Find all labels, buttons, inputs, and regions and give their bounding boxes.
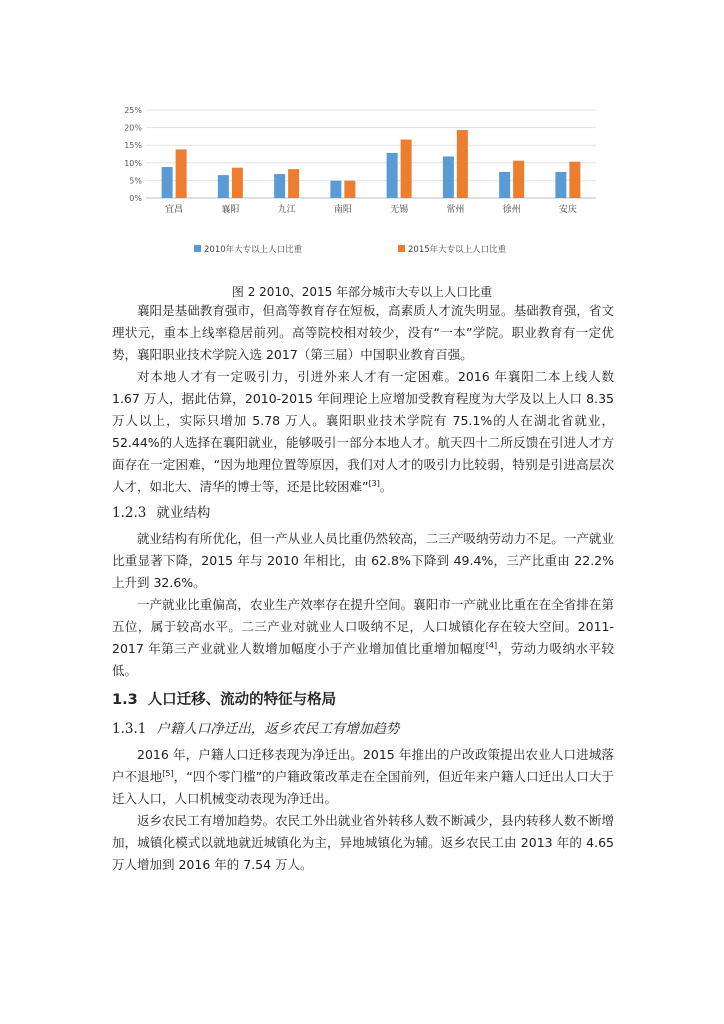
y-tick-label: 0% — [129, 194, 142, 203]
paragraph-primary-sector-tail: ，劳动力吸纳水平较低。 — [112, 641, 614, 678]
x-tick-label: 常州 — [446, 205, 465, 215]
y-tick-label: 10% — [124, 158, 142, 168]
heading-number: 1.3 — [112, 692, 138, 708]
chart-svg — [120, 98, 600, 270]
bar-2015 — [288, 169, 299, 198]
reference-3: [3] — [368, 478, 380, 488]
reference-5: [5] — [162, 768, 174, 778]
paragraph-migration — [112, 744, 614, 810]
bar-2010 — [218, 175, 229, 198]
paragraph-primary-sector — [112, 594, 614, 682]
x-tick-label: 襄阳 — [221, 205, 240, 215]
bar-2015 — [344, 181, 355, 198]
bar-2015 — [176, 149, 187, 198]
bar-2010 — [330, 181, 341, 198]
legend-swatch — [398, 245, 405, 252]
heading-1-3 — [112, 686, 614, 714]
paragraph-education: 襄阳是基础教育强市，但高等教育存在短板，高素质人才流失明显。基础教育强，省文理状元，重本上线率稳居前列。高等院校相对较少，没有“一本”学院。职业教育有一定优势，襄阳职业技术学院入选 2017（第三届）中国职业教育百强。 — [112, 303, 614, 362]
bar-2010 — [274, 174, 285, 198]
heading-number: 1.3.1 — [112, 721, 147, 737]
paragraph-talent-tail: 。 — [379, 479, 393, 494]
paragraph-primary-sector-text: 一产就业比重偏高，农业生产效率存在提升空间。襄阳市一产就业比重在在全省排在第五位，属于较高水平。二三产业对就业人口吸纳不足，人口城镇化存在较大空间。2011-2017 年第三产业就业人数增加幅度小于产业增加值比重增加幅度 — [112, 597, 614, 656]
y-tick-label: 20% — [124, 123, 142, 133]
figure-caption: 图 2 2010、2015 年部分城市大专以上人口比重 — [231, 285, 493, 299]
paragraph-talent — [112, 366, 614, 498]
bar-2010 — [387, 153, 398, 198]
bar-chart — [120, 98, 600, 270]
bar-2010 — [162, 167, 173, 198]
x-tick-label: 无锡 — [390, 205, 409, 215]
bar-2015 — [513, 161, 524, 198]
bar-2010 — [443, 156, 454, 198]
heading-title: 人口迁移、流动的特征与格局 — [147, 692, 337, 708]
legend-swatch — [194, 245, 201, 252]
legend-label: 2015年大专以上人口比重 — [408, 245, 507, 255]
paragraph-returning-workers: 返乡农民工有增加趋势。农民工外出就业省外转移人数不断减少，县内转移人数不断增加，城镇化模式以就地就近城镇化为主，异地城镇化为辅。返乡农民工由 2013 年的 4.65 万人增加到 2016 年的 7.54 万人。 — [112, 813, 614, 872]
bar-2015 — [232, 168, 243, 198]
heading-1-3-1 — [112, 716, 614, 742]
x-tick-label: 九江 — [277, 205, 296, 215]
x-tick-label: 宜昌 — [165, 205, 184, 215]
x-tick-label: 徐州 — [502, 205, 521, 215]
y-tick-label: 25% — [124, 106, 142, 115]
y-tick-label: 15% — [124, 141, 142, 151]
bar-2015 — [569, 162, 580, 198]
x-tick-label: 安庆 — [558, 205, 577, 215]
bar-2015 — [457, 130, 468, 198]
paragraph-employment-structure: 就业结构有所优化，但一产从业人员比重仍然较高，二三产吸纳劳动力不足。一产就业比重显著下降，2015 年与 2010 年相比，由 62.8%下降到 49.4%，三产比重由 22.2%上升到 32.6%。 — [112, 531, 614, 590]
paragraph-migration-text: 2016 年，户籍人口迁移表现为净迁出。2015 年推出的户改政策提出农业人口进城落户不退地 — [112, 747, 614, 784]
bar-2010 — [499, 172, 510, 198]
y-tick-label: 5% — [129, 176, 142, 186]
reference-4: [4] — [485, 640, 498, 650]
paragraph-migration-tail: ，“四个零门槛”的户籍政策改革走在全国前列，但近年来户籍人口迁出人口大于迁入人口，人口机械变动表现为净迁出。 — [112, 769, 614, 806]
heading-title: 就业结构 — [156, 505, 211, 521]
paragraph-talent-text: 对本地人才有一定吸引力，引进外来人才有一定困难。2016 年襄阳二本上线人数 1.67 万人，据此估算，2010-2015 年间理论上应增加受教育程度为大学及以上人口 8.35 万人以上，实际只增加 5.78 万人。襄阳职业技术学院有 75.1%的人在湖北省就业，52.44%的人选择在襄阳就业，能够吸引一部分本地人才。航天四十二所反馈在引进人才方面存在一定困难，“因为地理位置等原因，我们对人才的吸引力比较弱，特别是引进高层次人才，如北大、清华的博士等，还是比较困难” — [112, 369, 614, 494]
heading-number: 1.2.3 — [112, 505, 147, 521]
bar-2015 — [401, 140, 412, 198]
document-body — [112, 300, 614, 876]
x-tick-label: 南阳 — [333, 205, 352, 215]
legend-label: 2010年大专以上人口比重 — [204, 245, 303, 255]
heading-1-2-3 — [112, 500, 614, 526]
bar-2010 — [555, 172, 566, 198]
heading-title: 户籍人口净迁出，返乡农民工有增加趋势 — [156, 721, 400, 737]
